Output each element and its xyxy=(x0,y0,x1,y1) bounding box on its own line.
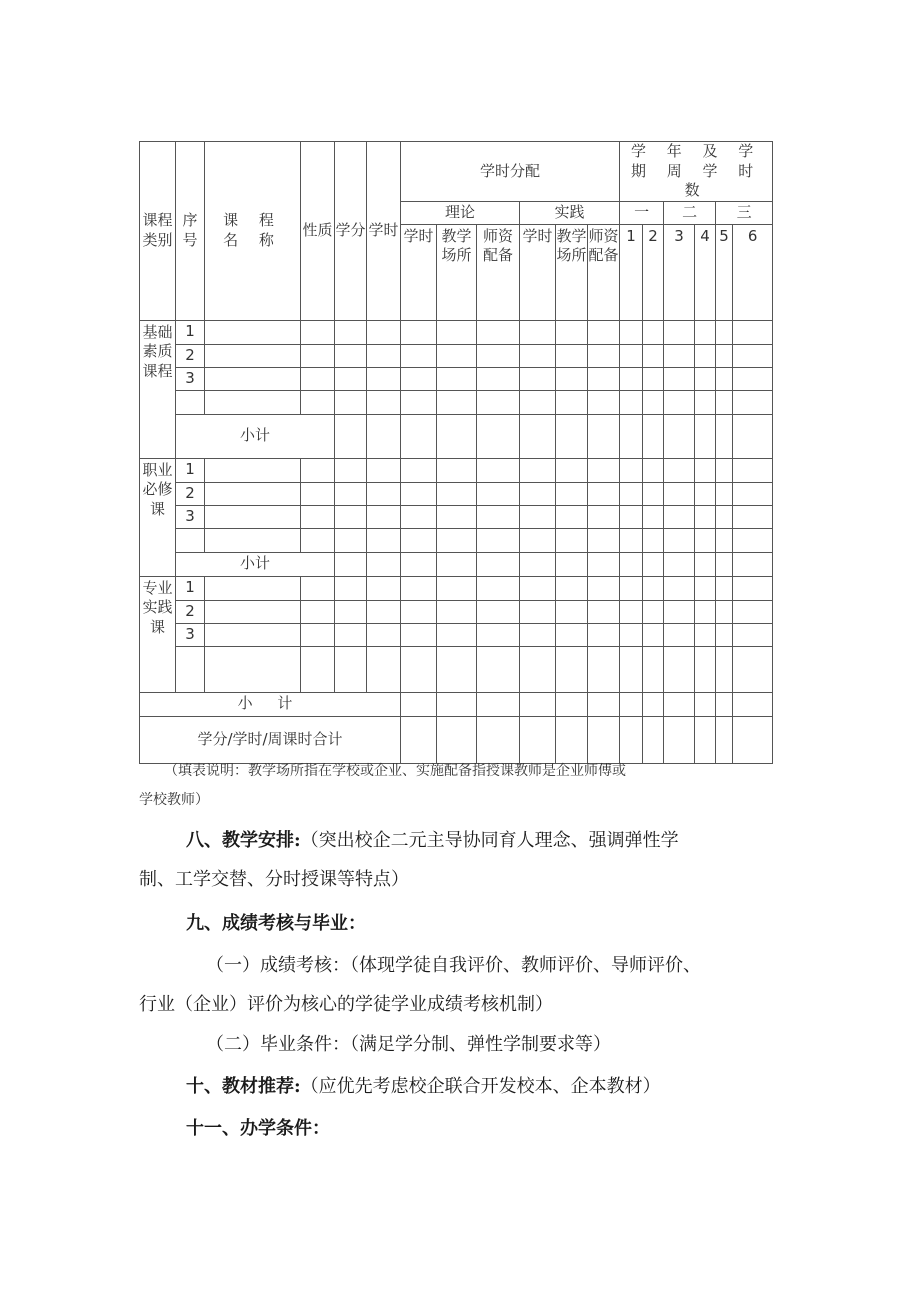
table-row xyxy=(140,458,773,482)
header-year-2: 二 xyxy=(664,201,716,224)
section-3-category: 专业实践课 xyxy=(140,576,176,692)
header-practice-hours: 学时 xyxy=(520,224,556,320)
section-9-1-line-2: 行业（企业）评价为核心的学徒学业成绩考核机制） xyxy=(139,994,553,1015)
header-practice-teacher: 师资配备 xyxy=(588,224,620,320)
header-term-6: 6 xyxy=(733,224,773,320)
curriculum-table xyxy=(139,141,773,764)
header-hours: 学时 xyxy=(367,142,401,321)
row-seq: 3 xyxy=(176,505,205,528)
row-seq xyxy=(176,528,205,552)
curriculum-table-wrapper xyxy=(139,141,773,764)
grand-total-label: 学分/学时/周课时合计 xyxy=(140,716,401,763)
grand-total-row xyxy=(140,716,773,763)
section-10-text: （应优先考虑校企联合开发校本、企本教材） xyxy=(300,1076,661,1097)
section-10 xyxy=(186,1072,661,1098)
table-note-line-1: （填表说明：教学场所指在学校或企业、实施配备指授课教师是企业师傅或 xyxy=(164,763,626,779)
header-term-4: 4 xyxy=(695,224,716,320)
table-row xyxy=(140,505,773,528)
section-8-title: 八、教学安排: xyxy=(186,830,301,851)
table-row xyxy=(140,646,773,692)
header-theory-hours: 学时 xyxy=(401,224,437,320)
section-10-title: 十、教材推荐: xyxy=(186,1076,301,1097)
section-9-1-line-1: （一）成绩考核：（体现学徒自我评价、教师评价、导师评价、 xyxy=(206,955,701,976)
row-seq: 2 xyxy=(176,482,205,505)
header-theory-teacher: 师资配备 xyxy=(477,224,520,320)
header-term-2: 2 xyxy=(643,224,664,320)
table-row xyxy=(140,320,773,344)
section-9-2: （二）毕业条件：（满足学分制、弹性学制要求等） xyxy=(206,1034,611,1055)
section-9-title-text: 九、成绩考核与毕业： xyxy=(186,913,366,934)
header-theory: 理论 xyxy=(401,201,520,224)
total-label: 小 计 xyxy=(140,692,401,716)
total-row xyxy=(140,692,773,716)
row-seq: 1 xyxy=(176,320,205,344)
table-row xyxy=(140,600,773,623)
header-course-name: 课 程 名 称 xyxy=(205,142,301,321)
row-seq: 3 xyxy=(176,367,205,390)
table-row xyxy=(140,482,773,505)
header-year-1: 一 xyxy=(620,201,664,224)
header-year-3: 三 xyxy=(716,201,773,224)
section-9-title xyxy=(186,909,366,935)
table-row xyxy=(140,367,773,390)
section-11-title: 十一、办学条件： xyxy=(186,1118,330,1139)
section-8-text: （突出校企二元主导协同育人理念、强调弹性学 xyxy=(300,830,679,851)
table-note-line-2: 学校教师） xyxy=(139,792,209,808)
table-row xyxy=(140,390,773,414)
row-seq: 2 xyxy=(176,344,205,367)
table-row xyxy=(140,344,773,367)
header-term-5: 5 xyxy=(716,224,733,320)
section-2-subtotal: 小计 xyxy=(176,552,335,576)
table-row xyxy=(140,576,773,600)
row-seq: 1 xyxy=(176,458,205,482)
section-1-category: 基础素质课程 xyxy=(140,320,176,458)
section-8-line-1 xyxy=(186,826,679,852)
header-term-1: 1 xyxy=(620,224,643,320)
header-year-term-weekly-hours: 学 年 及 学 期 周 学 时 数 xyxy=(620,142,773,202)
row-seq: 3 xyxy=(176,623,205,646)
subtotal-row xyxy=(140,414,773,458)
header-theory-place: 教学场所 xyxy=(437,224,477,320)
table-row xyxy=(140,623,773,646)
subtotal-row xyxy=(140,552,773,576)
header-category: 课程类别 xyxy=(140,142,176,321)
header-nature: 性质 xyxy=(301,142,335,321)
section-8-line-2: 制、工学交替、分时授课等特点） xyxy=(139,869,409,890)
table-row xyxy=(140,528,773,552)
row-seq xyxy=(176,646,205,692)
section-11 xyxy=(186,1114,330,1140)
row-seq xyxy=(176,390,205,414)
section-2-category: 职业必修课 xyxy=(140,458,176,576)
section-1-subtotal: 小计 xyxy=(176,414,335,458)
header-hour-allocation: 学时分配 xyxy=(401,142,620,202)
header-practice-place: 教学场所 xyxy=(556,224,588,320)
header-term-3: 3 xyxy=(664,224,695,320)
header-credit: 学分 xyxy=(335,142,367,321)
row-seq: 2 xyxy=(176,600,205,623)
header-practice: 实践 xyxy=(520,201,620,224)
header-seq: 序号 xyxy=(176,142,205,321)
row-seq: 1 xyxy=(176,576,205,600)
